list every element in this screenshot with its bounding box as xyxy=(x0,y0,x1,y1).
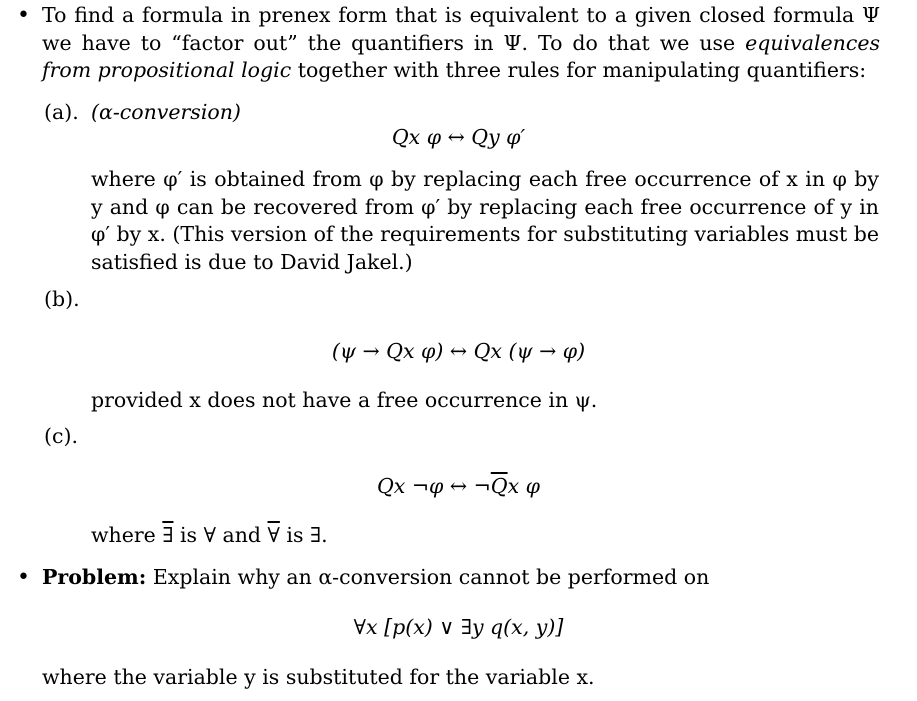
intro-text-b: together with three rules for manipulating quantifiers: xyxy=(291,58,867,82)
rule-b-description: provided x does not have a free occurrence in ψ. xyxy=(91,388,598,412)
rule-c-sym-exists-bar: ∃ xyxy=(162,523,174,547)
rule-c-formula-right: x φ xyxy=(507,474,541,498)
rule-c-formula-dual-q: $\overline{Q}$ xyxy=(490,474,508,498)
rule-c-sym-forall-bar: ∀ xyxy=(267,523,280,547)
rule-a-title: (α-conversion) xyxy=(91,100,241,124)
intro-text-a: To find a formula in prenex form that is equivalent to a given closed formula Ψ we have to “factor out” the quantifiers in Ψ. To do that we use xyxy=(42,3,880,55)
rule-a-formula: Qx φ ↔ Qy φ′ xyxy=(391,125,526,149)
problem-formula: ∀x [p(x) ∨ ∃y q(x, y)] xyxy=(353,615,564,639)
problem-paragraph xyxy=(42,564,880,592)
rule-c-description xyxy=(91,522,879,550)
intro-emphasis: equivalences from propositional logic xyxy=(42,30,880,82)
rule-a-description: where φ′ is obtained from φ by replacing each free occurrence of x in φ by y and φ can be recovered from φ′ by replacing each free occurrence of y in φ′ by x. (This version of the requirements for substituting variables must be satisfied is due to David Jakel.) xyxy=(91,167,879,274)
rule-c-desc-3: is ∃. xyxy=(279,523,328,547)
rule-c-desc-2: is ∀ and xyxy=(173,523,268,547)
problem-text: Explain why an α-conversion cannot be performed on xyxy=(146,565,710,589)
problem-heading: Problem: xyxy=(42,565,147,589)
rule-c-desc-1: where xyxy=(91,523,163,547)
problem-conclusion: where the variable y is substituted for the variable x. xyxy=(42,665,595,689)
rule-c-formula xyxy=(0,473,917,501)
rule-a-label: (a). xyxy=(44,100,79,124)
rule-c-formula-left: Qx ¬φ ↔ ¬ xyxy=(376,474,491,498)
intro-paragraph xyxy=(42,2,880,85)
bullet-intro: • xyxy=(17,3,30,28)
rule-b-label: (b). xyxy=(44,287,80,311)
rule-b-formula: (ψ → Qx φ) ↔ Qx (ψ → φ) xyxy=(331,339,586,363)
rule-c-label: (c). xyxy=(44,424,78,448)
bullet-problem: • xyxy=(17,565,30,590)
